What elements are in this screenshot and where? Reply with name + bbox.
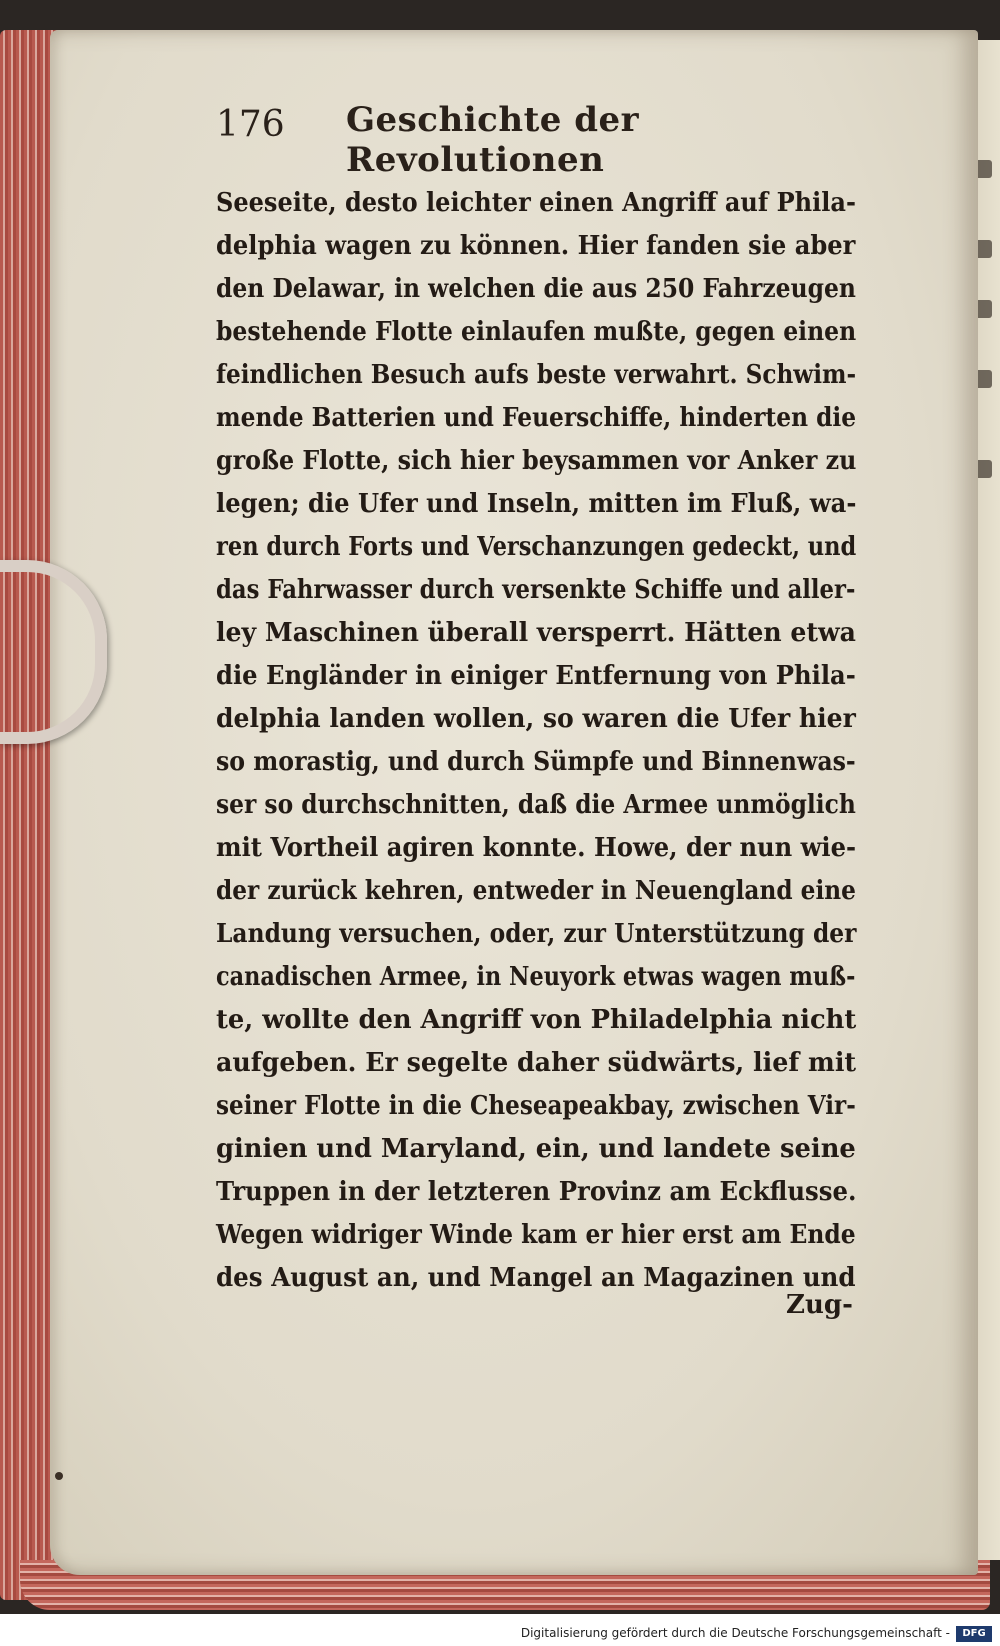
text-line: aufgeben. Er segelte daher südwärts, lief mit [216, 1048, 857, 1078]
text-line: mende Batterien und Feuerschiffe, hinderten die [216, 403, 857, 433]
text-line: so morastig, und durch Sümpfe und Binnenwas- [216, 747, 856, 777]
text-line: Truppen in der letzteren Provinz am Eckflusse. [216, 1177, 857, 1207]
page-header [216, 100, 836, 180]
text-line: ginien und Maryland, ein, und landete seine [216, 1134, 856, 1164]
text-line: des August an, und Mangel an Magazinen und [216, 1263, 856, 1293]
text-line: bestehende Flotte einlaufen mußte, gegen einen [216, 317, 857, 347]
text-line: die Engländer in einiger Entfernung von Phila- [216, 661, 856, 691]
text-line: ren durch Forts und Verschanzungen gedeckt, und [216, 532, 857, 562]
body-text [216, 182, 856, 1300]
running-head: Geschichte der Revolutionen [346, 100, 640, 180]
catchword: Zug- [786, 1290, 853, 1320]
text-line: delphia landen wollen, so waren die Ufer hier [216, 704, 856, 734]
text-line: Seeseite, desto leichter einen Angriff auf Phila- [216, 188, 856, 218]
text-line: den Delawar, in welchen die aus 250 Fahrzeugen [216, 274, 856, 304]
text-line: delphia wagen zu können. Hier fanden sie aber [216, 231, 856, 261]
page-number: 176 [216, 104, 285, 145]
text-line: Landung versuchen, oder, zur Unterstützung der [216, 919, 857, 949]
text-line: das Fahrwasser durch versenkte Schiffe und aller- [216, 575, 856, 605]
text-line: canadischen Armee, in Neuyork etwas wagen muß- [216, 962, 856, 992]
text-line: feindlichen Besuch aufs beste verwahrt. Schwim- [216, 360, 857, 390]
text-line: der zurück kehren, entweder in Neuengland eine [216, 876, 856, 906]
text-line: große Flotte, sich hier beysammen vor Anker zu [216, 446, 857, 476]
text-line: legen; die Ufer und Inseln, mitten im Fluß, wa- [216, 489, 857, 519]
text-line: te, wollte den Angriff von Philadelphia nicht [216, 1005, 857, 1035]
text-line: mit Vortheil agiren konnte. Howe, der nun wie- [216, 833, 857, 863]
text-line: ser so durchschnitten, daß die Armee unmöglich [216, 790, 856, 820]
text-line: ley Maschinen überall versperrt. Hätten etwa [216, 618, 856, 648]
text-line: seiner Flotte in die Cheseapeakbay, zwischen Vir- [216, 1091, 856, 1121]
text-line: Wegen widriger Winde kam er hier erst am Ende [216, 1220, 856, 1250]
digitization-credit: Digitalisierung gefördert durch die Deutsche Forschungsgemeinschaft - [520, 1626, 950, 1640]
dfg-logo: DFG [956, 1626, 992, 1642]
ink-spot [55, 1472, 63, 1480]
